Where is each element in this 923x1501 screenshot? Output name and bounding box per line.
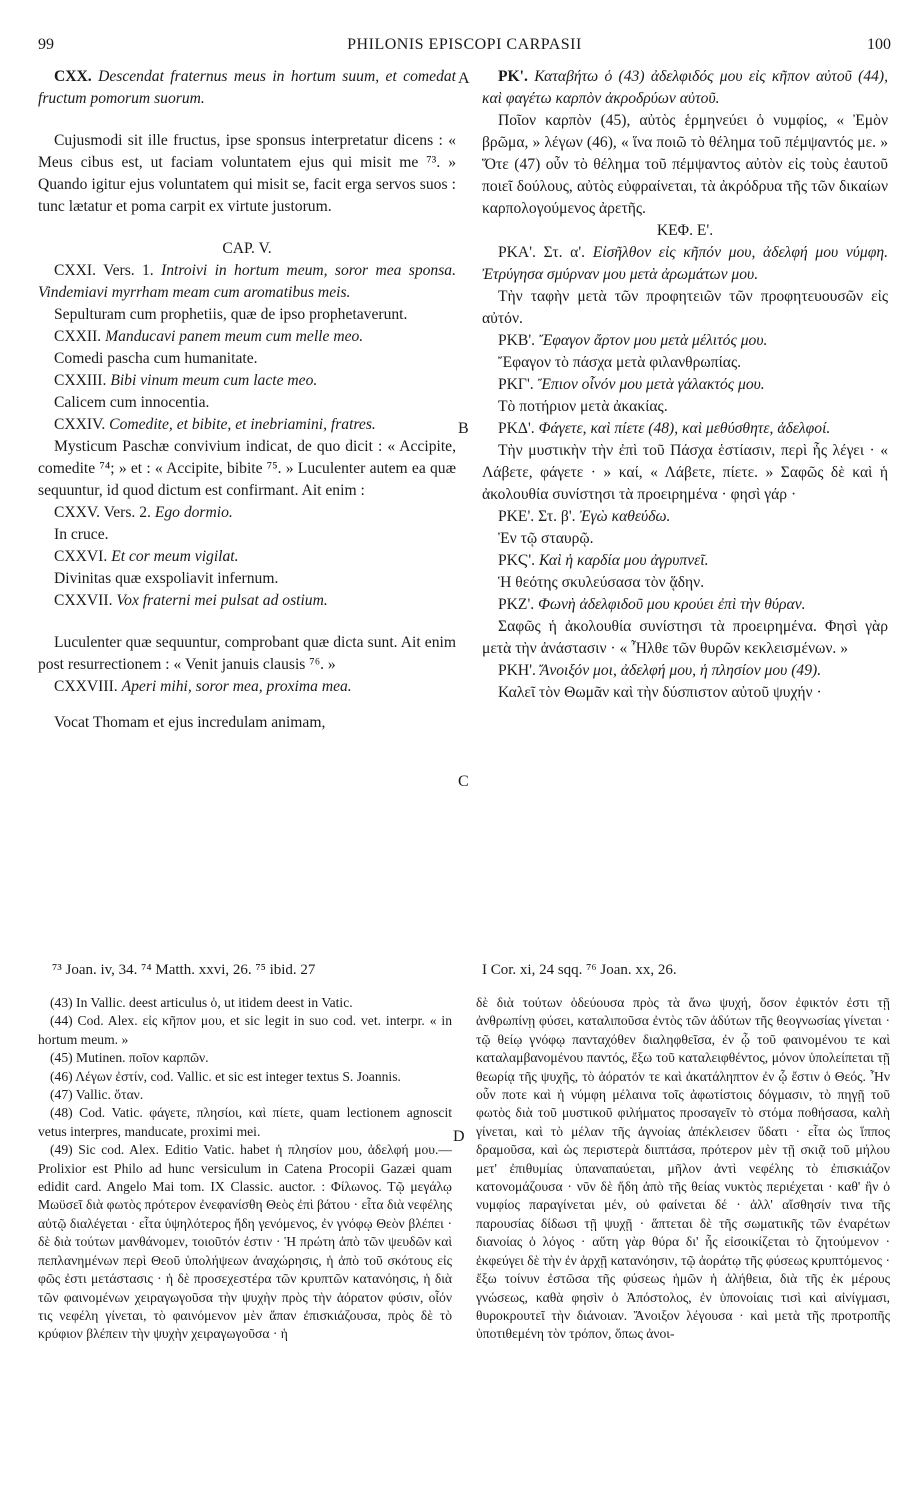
- footnote-49: (49) Sic cod. Alex. Editio Vatic. habet ἡ πλησίον μου, ἀδελφή μου.—Prolixior est Philo ad hunc versiculum in Catena Procopii Gazæi quam edidit card. Angelo Mai tom. IX Classic. auctor. : Φίλωνος. Τῷ μεγάλῳ Μωϋσεῖ διὰ φωτὸς πρότερον ἐνεφανίσθη Θεὸς ἐπὶ βάτου · εἶτα διὰ νεφέλης αὐτῷ διαλέγεται · εἶτα ὑψηλότερος ἤδη γενόμενος, ἐν γνόφῳ Θεὸν βλέπει · δὲ διὰ τούτων μανθάνομεν, τοιοῦτόν ἐστιν · Ἡ πρώτη ἀπὸ τῶν ψευδῶν καὶ πεπλανημένων περὶ Θεοῦ ὑπολήψεων ἀναχώρησις, ἡ ἀπὸ τοῦ σκότους εἰς φῶς ἐστι μετάστασις · ἡ δὲ προσεχεστέρα τῶν κρυπτῶν κατανόησις, ἡ διὰ τῶν φαινομένων χειραγωγοῦσα τὴν ψυχὴν πρὸς τὴν ἀόρατον φύσιν, οἷόν τις νεφέλη γίνεται, τὸ φαινόμενον μὲν ἅπαν ἐπισκιάζουσα, πρὸς δὲ τὸ κρύφιον βλέπειν τὴν ψυχὴν χειραγωγοῦσα · ἡ: [38, 1142, 452, 1342]
- verse-rkh: ΡΚΗ'. Ἄνοιξόν μοι, ἀδελφή μου, ἡ πλησίον μου (49).: [498, 662, 822, 679]
- page-number-right: 100: [867, 36, 891, 53]
- greek-commentary: Σαφῶς ἡ ἀκολουθία συνίστησι τὰ προειρημένα. Φησὶ γὰρ μετὰ τὴν ἀνάστασιν · « Ἦλθε τῶν θυρῶν κεκλεισμένων. »: [482, 618, 888, 657]
- verse-cxxiii: CXXIII. Bibi vinum meum cum lacte meo.: [54, 372, 318, 389]
- verse-cxxvii: CXXVII. Vox fraterni mei pulsat ad ostium.: [54, 592, 328, 609]
- latin-commentary: Comedi pascha cum humanitate.: [54, 350, 258, 367]
- greek-column: [482, 66, 888, 704]
- verse-rke: ΡΚΕ'. Στ. β'. Ἐγὼ καθεύδω.: [498, 508, 671, 525]
- verse-rkg: ΡΚΓ'. Ἔπιον οἶνόν μου μετὰ γάλακτός μου.: [498, 376, 765, 393]
- margin-mark-d: D: [453, 1128, 465, 1145]
- verse-cxxv: CXXV. Vers. 2. Ego dormio.: [54, 504, 233, 521]
- footnote-45: (45) Mutinen. ποῖον καρπῶν.: [50, 1050, 209, 1066]
- latin-commentary: Luculenter quæ sequuntur, comprobant quæ dicta sunt. Ait enim post resurrectionem : « Venit januis clausis ⁷⁶. »: [38, 634, 456, 673]
- latin-commentary: Calicem cum innocentia.: [54, 394, 210, 411]
- verse-rkb: ΡΚΒ'. Ἔφαγον ἄρτον μου μετὰ μέλιτός μου.: [498, 332, 768, 349]
- footnote-43: (43) In Vallic. deest articulus ὁ, ut itidem deest in Vatic.: [50, 995, 353, 1010]
- verse-rka: ΡΚΑ'. Στ. α'. Εἰσῆλθον εἰς κῆπόν μου, ἀδελφή μου νύμφη. Ἐτρύγησα σμύρναν μου μετὰ ἀρωμάτων μου.: [482, 244, 888, 283]
- greek-commentary: Ἡ θεότης σκυλεύσασα τὸν ᾅδην.: [498, 574, 705, 591]
- latin-commentary: Sepulturam cum prophetiis, quæ de ipso prophetaverunt.: [54, 306, 408, 323]
- verse-rkst: ΡΚϚ'. Καὶ ἡ καρδία μου ἀγρυπνεῖ.: [498, 552, 709, 569]
- running-header: [38, 36, 891, 60]
- verse-cxxii: CXXII. Manducavi panem meum cum melle meo.: [54, 328, 364, 345]
- verse-rk: ΡΚ'. Καταβήτω ὁ (43) ἀδελφιδός μου εἰς κῆπον αὐτοῦ (44), καὶ φαγέτω καρπὸν ἀκροδρύων αὐτοῦ.: [482, 68, 889, 107]
- latin-commentary: Cujusmodi sit ille fructus, ipse sponsus interpretatur dicens : « Meus cibus est, ut faciam voluntatem ejus qui misit me ⁷³. » Quando igitur ejus voluntatem qui misit se, facit erga servos suos : tunc lætatur et poma carpit ex virtute justorum.: [38, 132, 456, 215]
- footnote-44: (44) Cod. Alex. εἰς κῆπον μου, et sic legit in suo cod. vet. interpr. « in hortum meum. »: [38, 1013, 452, 1047]
- greek-commentary: Τὸ ποτήριον μετὰ ἀκακίας.: [498, 398, 668, 415]
- greek-commentary: Τὴν μυστικὴν τὴν ἐπὶ τοῦ Πάσχα ἑστίασιν, περὶ ἧς λέγει · « Λάβετε, φάγετε · » καί, « Λάβετε, πίετε. » Σαφῶς δὲ καὶ ἡ ἀκολουθία συνίστησι τὰ προειρημένα · φησὶ γάρ ·: [482, 442, 888, 503]
- footnotes-right: [476, 994, 890, 1344]
- footnote-48: (48) Cod. Vatic. φάγετε, πλησίοι, καὶ πίετε, quam lectionem agnoscit vetus interpres, manducate, proximi mei.: [38, 1105, 452, 1139]
- scripture-refs-left: ⁷³ Joan. iv, 34. ⁷⁴ Matth. xxvi, 26. ⁷⁵ ibid. 27: [52, 962, 316, 978]
- greek-commentary: Ἔφαγον τὸ πάσχα μετὰ φιλανθρωπίας.: [498, 354, 742, 371]
- greek-commentary: Τὴν ταφὴν μετὰ τῶν προφητειῶν τῶν προφητευουσῶν εἰς αὐτόν.: [482, 288, 888, 327]
- verse-rkz: ΡΚΖ'. Φωνὴ ἀδελφιδοῦ μου κρούει ἐπὶ τὴν θύραν.: [498, 596, 806, 613]
- footnote-47: (47) Vallic. ὅταν.: [50, 1087, 144, 1103]
- latin-commentary: Mysticum Paschæ convivium indicat, de quo dicit : « Accipite, comedite ⁷⁴; » et : « Accipite, bibite ⁷⁵. » Luculenter autem ea quæ sequuntur, id quod dictum est confirmant. Ait enim :: [38, 438, 456, 499]
- verse-cxxi: CXXI. Vers. 1. Introivi in hortum meum, soror mea sponsa. Vindemiavi myrrham meam cum aromatibus meis.: [38, 262, 456, 301]
- greek-commentary: Καλεῖ τὸν Θωμᾶν καὶ τὴν δύσπιστον αὐτοῦ ψυχήν ·: [498, 684, 822, 701]
- verse-cxxviii: CXXVIII. Aperi mihi, soror mea, proxima mea.: [54, 678, 352, 695]
- footnote-49-continued: δὲ διὰ τούτων ὁδεύουσα πρὸς τὰ ἄνω ψυχή, ὅσον ἐφικτόν ἐστι τῇ ἀνθρωπίνῃ φύσει, καταλιποῦσα ἐντὸς τῶν ἀδύτων τῆς θεογνωσίας γίνεται · τῷ θείῳ γνόφῳ πανταχόθεν διαληφθεῖσα, ἐν ᾧ τοῦ φαινομένου τε καὶ καταλαμβανομένου παντός, ἔξω τοῦ καταλειφθέντος, μόνον ὑπολείπεται τῇ θεωρίᾳ τῆς ψυχῆς, τὸ ἀόρατόν τε καὶ ἀκατάληπτον ἐν ᾧ ἔστιν ὁ Θεός. Ἦν οὖν ποτε καὶ ἡ νύμφη μέλαινα τοῖς ἀφωτίστοις δόγμασιν, τὸ πηγῇ τοῦ φωτὸς διὰ τοῦ μυστικοῦ φιλήματος προσαγεῖν τὸ στόμα ποθήσασα, καλὴ γίνεται, καὶ τὸ μέλαν τῆς ἀγνοίας ἀπέκλεισεν ὕδατι · εἶτα ὡς ἵππος δραμοῦσα, καὶ ὡς περιστερὰ διιπτάσα, πρότερον μὲν τῇ σκιᾷ τοῦ μήλου μετ' ἐπιθυμίας ὑπαναπαύεται, μῆλον ἀντὶ νεφέλης τὸ ἐπισκιάζον κατονομάζουσα · νῦν δὲ ἤδη ἀπὸ τῆς θείας νυκτὸς περιέχεται · καθ' ἣν ὁ νυμφίος παραγίνεται μέν, οὐ φαίνεται δέ · ἀλλ' αἴσθησίν τινα τῆς παρουσίας δίδωσι τῇ ψυχῇ · ἅπτεται δὲ τῆς σωματικῆς τῶν ἐναρέτων διανοίας ὁ λόγος · αὕτη γὰρ θύρα δι' ἧς εἰσοικίζεται τὸ ζητούμενον · ἐκφεύγει δὲ τὴν ἐν ἀρχῇ κατανόησιν, τῷ ἀοράτῳ τῆς φύσεως κρυπτόμενος · ἔξω τοίνυν ἐστῶσα τῆς φύσεως ἡμῶν ἡ ἀλήθεια, διὰ τῆς ἐκ μέρους γνώσεως, καθὰ φησὶν ὁ Ἀπόστολος, ἐν ὑπονοίαις τισὶ καὶ αἰνίγμασι, θυροκρουτεῖ τὴν διάνοιαν. Ἄνοιξον λέγουσα · καὶ μετὰ τῆς προτροπῆς ὑποτιθεμένη τὸν τρόπον, ὅπως ἀνοι-: [476, 995, 890, 1342]
- greek-commentary: Ποῖον καρπὸν (45), αὐτὸς ἑρμηνεύει ὁ νυμφίος, « Ἐμὸν βρῶμα, » λέγων (46), « ἵνα ποιῶ τὸ θέλημα τοῦ πέμψαντός με. » Ὅτε (47) οὖν τὸ θέλημα τοῦ πέμψαντος αὐτὸν εἰς τοὺς ἑαυτοῦ ποιεῖ δούλους, αὐτὸς εὐφραίνεται, τὰ ἀκρόδρυα τῆς τῶν δικαίων καρπολογούμενος ἀρετῆς.: [482, 112, 888, 217]
- running-title: PHILONIS EPISCOPI CARPASII: [347, 36, 582, 53]
- margin-mark-a: A: [458, 70, 470, 87]
- margin-mark-b: B: [458, 420, 469, 437]
- scripture-refs-right: I Cor. xi, 24 sqq. ⁷⁶ Joan. xx, 26.: [482, 962, 677, 978]
- verse-cxxvi: CXXVI. Et cor meum vigilat.: [54, 548, 239, 565]
- footnotes-left: [38, 994, 452, 1344]
- verse-rkd: ΡΚΔ'. Φάγετε, καὶ πίετε (48), καὶ μεθύσθητε, ἀδελφοί.: [498, 420, 831, 437]
- page-number-left: 99: [38, 36, 54, 53]
- latin-commentary: Vocat Thomam et ejus incredulam animam,: [54, 714, 326, 731]
- margin-mark-c: C: [458, 773, 469, 790]
- latin-column: [38, 66, 456, 734]
- latin-commentary: Divinitas quæ exspoliavit infernum.: [54, 570, 279, 587]
- greek-commentary: Ἐν τῷ σταυρῷ.: [498, 530, 594, 547]
- chapter-heading: CAP. V.: [222, 240, 272, 257]
- chapter-heading-greek: ΚΕΦ. Ε'.: [656, 222, 714, 239]
- footnote-46: (46) Λέγων ἐστίν, cod. Vallic. et sic est integer textus S. Joannis.: [50, 1068, 401, 1084]
- verse-cxx: CXX. Descendat fraternus meus in hortum suum, et comedat fructum pomorum suorum.: [38, 68, 457, 107]
- latin-commentary: In cruce.: [54, 526, 109, 543]
- verse-cxxiv: CXXIV. Comedite, et bibite, et inebriamini, fratres.: [54, 416, 376, 433]
